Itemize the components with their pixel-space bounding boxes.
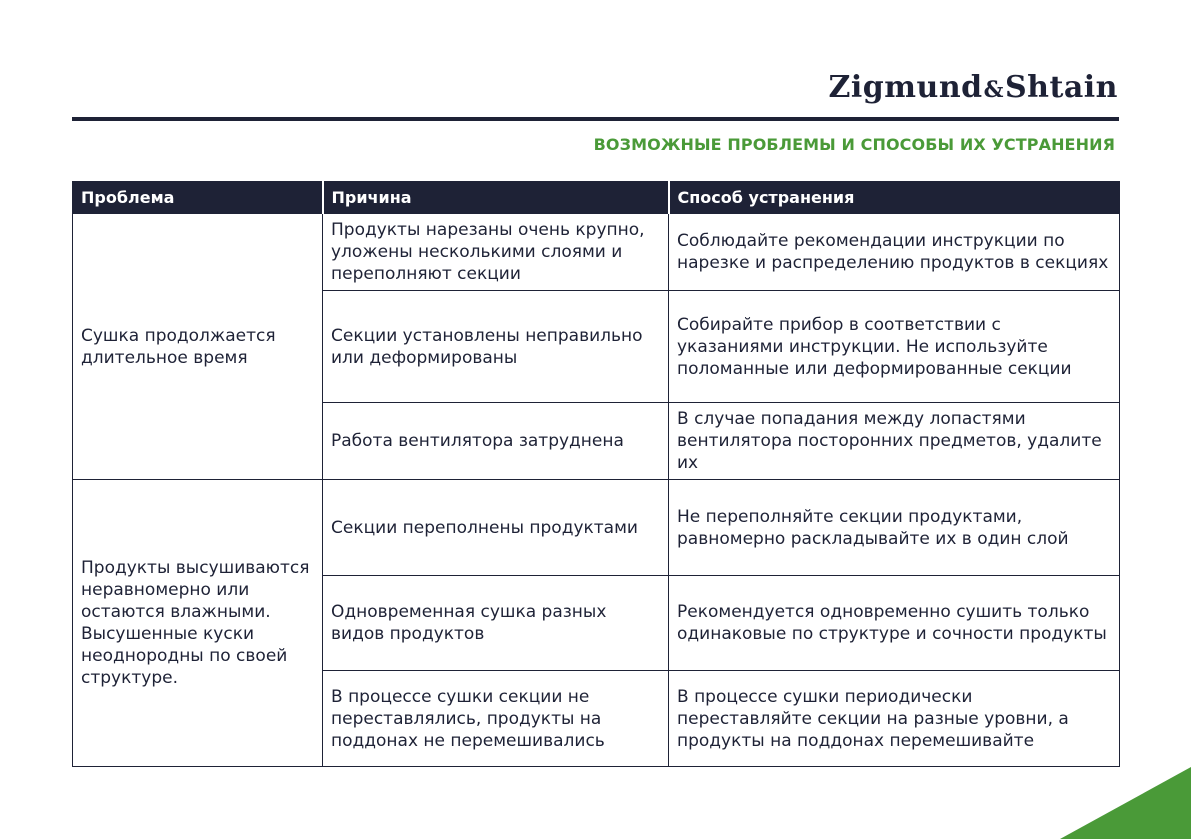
- cause-cell: Работа вентилятора затруднена: [323, 403, 669, 480]
- problem-cell: Продукты высушиваются неравномерно или остаются влажными. Высушенные куски неоднородны по своей структуре.: [73, 480, 323, 767]
- brand-logo: [829, 70, 1118, 105]
- solution-cell: В процессе сушки периодически переставляйте секции на разные уровни, а продукты на поддонах перемешивайте: [669, 671, 1120, 767]
- brand-name-right: Shtain: [1005, 70, 1118, 105]
- cause-cell: Продукты нарезаны очень крупно, уложены несколькими слоями и переполняют секции: [323, 214, 669, 291]
- table-row: [73, 214, 1120, 291]
- table-header-row: [73, 182, 1120, 214]
- header-problem: Проблема: [73, 182, 323, 214]
- troubleshooting-table: [72, 181, 1120, 767]
- solution-cell: Не переполняйте секции продуктами, равномерно раскладывайте их в один слой: [669, 480, 1120, 576]
- cause-cell: Одновременная сушка разных видов продуктов: [323, 576, 669, 671]
- brand-ampersand: &: [983, 77, 1005, 103]
- cause-cell: Секции переполнены продуктами: [323, 480, 669, 576]
- header-divider: [72, 117, 1119, 121]
- solution-cell: Соблюдайте рекомендации инструкции по нарезке и распределению продуктов в секциях: [669, 214, 1120, 291]
- solution-cell: В случае попадания между лопастями вентилятора посторонних предметов, удалите их: [669, 403, 1120, 480]
- solution-cell: Рекомендуется одновременно сушить только одинаковые по структуре и сочности продукты: [669, 576, 1120, 671]
- cause-cell: Секции установлены неправильно или деформированы: [323, 291, 669, 403]
- cause-cell: В процессе сушки секции не переставлялись, продукты на поддонах не перемешивались: [323, 671, 669, 767]
- solution-cell: Собирайте прибор в соответствии с указаниями инструкции. Не используйте поломанные или деформированные секции: [669, 291, 1120, 403]
- header-solution: Способ устранения: [669, 182, 1120, 214]
- corner-accent-triangle: [1060, 767, 1191, 839]
- table-row: [73, 480, 1120, 576]
- brand-name-left: Zigmund: [828, 70, 983, 105]
- problem-cell: Сушка продолжается длительное время: [73, 214, 323, 480]
- section-title: ВОЗМОЖНЫЕ ПРОБЛЕМЫ И СПОСОБЫ ИХ УСТРАНЕНИЯ: [593, 135, 1115, 154]
- header-cause: Причина: [323, 182, 669, 214]
